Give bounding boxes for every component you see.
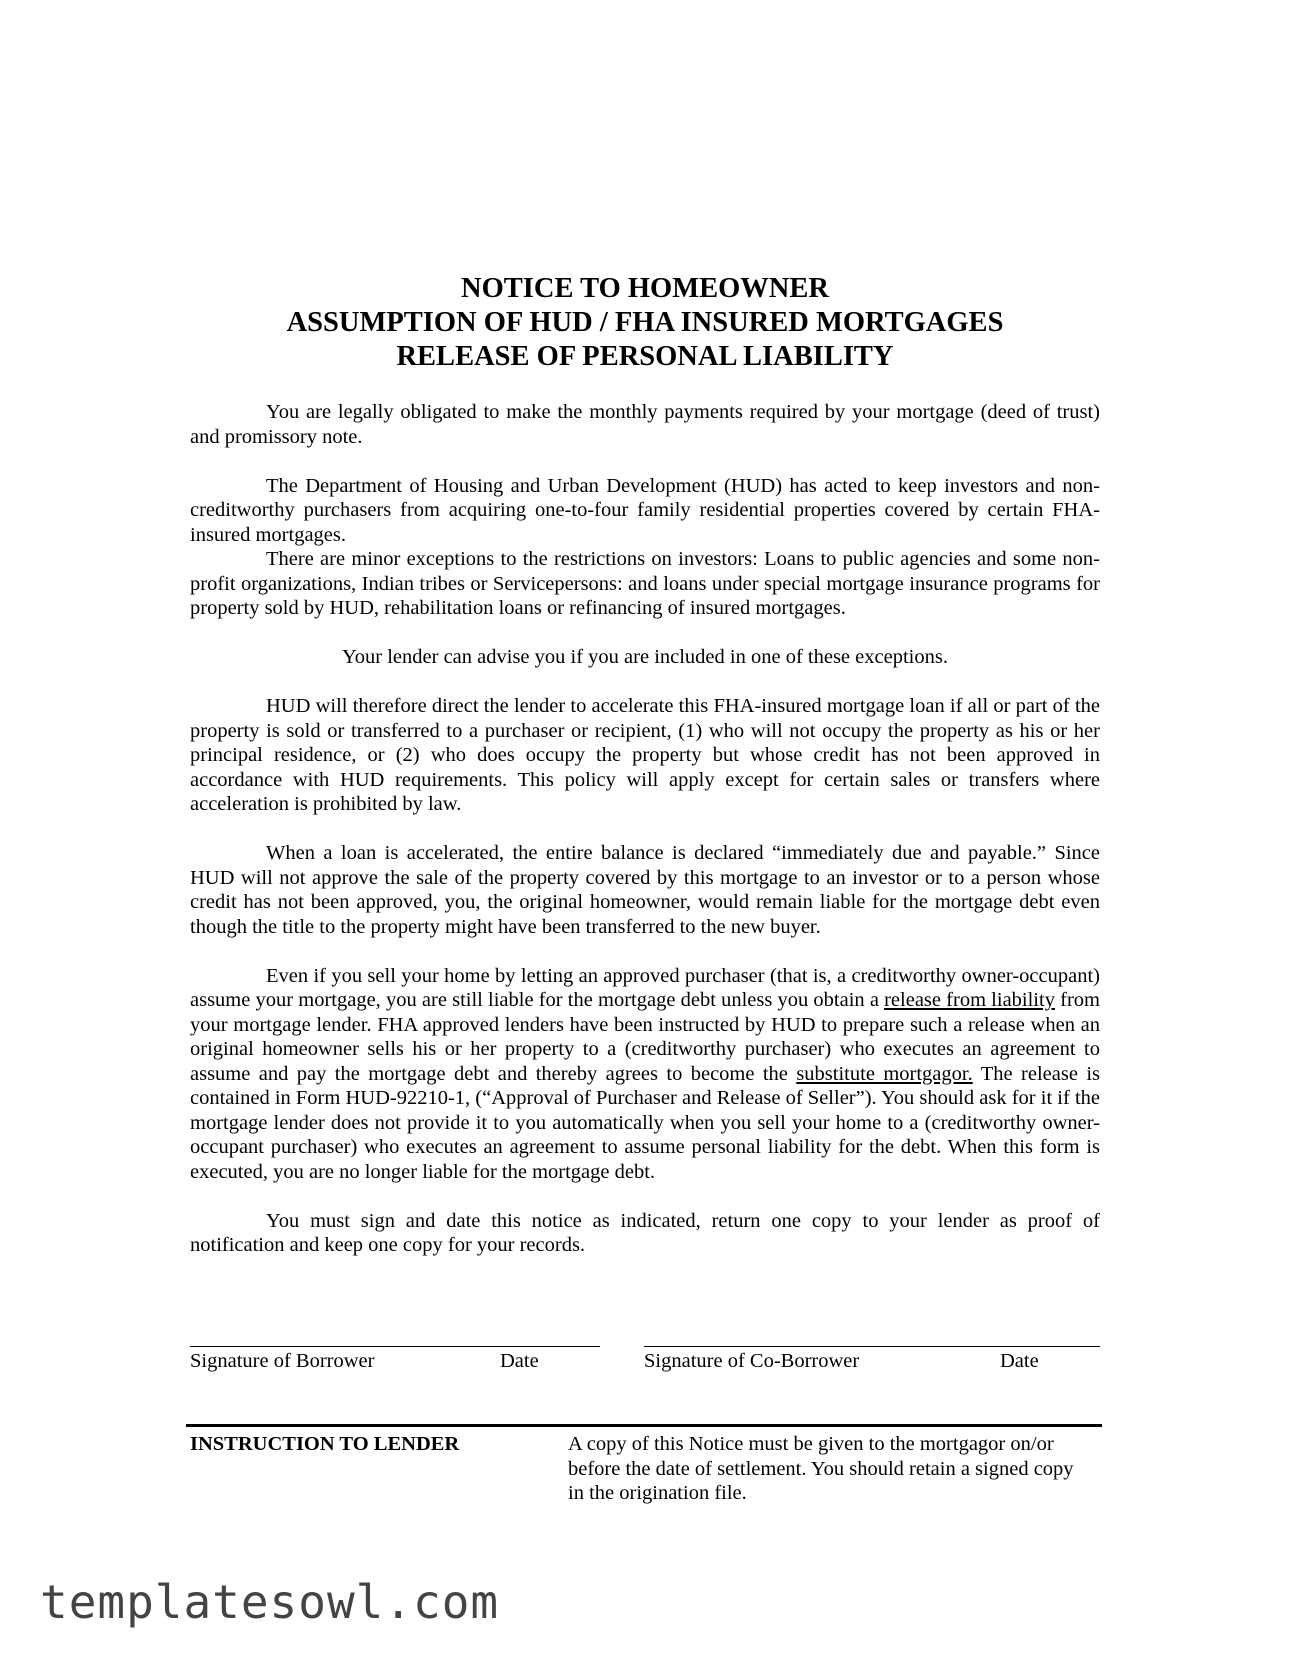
paragraph-sign-instructions: You must sign and date this notice as indicated, return one copy to your lender as proof of notification and keep one copy for your records. bbox=[190, 1209, 1100, 1256]
co-borrower-signature-field[interactable] bbox=[644, 1346, 1100, 1374]
paragraph-hud-restrictions: The Department of Housing and Urban Development (HUD) has acted to keep investors and non-creditworthy purchasers from acquiring one-to-four family residential properties covered by certain FHA-insured mortgages. bbox=[190, 474, 1100, 546]
substitute-mortgagor-term: substitute mortgagor. bbox=[796, 1062, 973, 1085]
notice-body bbox=[190, 272, 1100, 1258]
document-title bbox=[190, 272, 1100, 374]
co-borrower-signature-label: Signature of Co-Borrower bbox=[644, 1350, 860, 1372]
paragraph-lender-advice: Your lender can advise you if you are included in one of these exceptions. bbox=[342, 646, 948, 668]
paragraph-obligation: You are legally obligated to make the monthly payments required by your mortgage (deed of trust) and promissory note. bbox=[190, 401, 1100, 448]
paragraph-release bbox=[190, 964, 1100, 1185]
watermark: templatesowl.com bbox=[40, 1575, 500, 1629]
co-borrower-date-label: Date bbox=[1000, 1350, 1039, 1372]
release-text-c: The release is contained in Form HUD-92210-1, (“Approval of Purchaser and Release of Seller”). You should ask for it if the mortgage lender does not provide it to you automatically when you sell your home to a (creditworthy owner-occupant purchaser) who executes an agreement to assume personal liability for the debt. When this form is executed, you are no longer liable for the mortgage debt. bbox=[190, 1062, 1101, 1183]
release-text-b: from your mortgage lender. FHA approved lenders have been instructed by HUD to prepare such a release when an original homeowner sells his or her property to a (creditworthy purchaser) who executes an agreement to assume and pay the mortgage debt and thereby agrees to become the bbox=[190, 989, 1100, 1085]
instruction-text: A copy of this Notice must be given to the mortgagor on/or before the date of settlement. You should retain a signed copy in the origination file. bbox=[568, 1433, 1074, 1504]
title-line-3: RELEASE OF PERSONAL LIABILITY bbox=[396, 341, 894, 372]
borrower-signature-field[interactable] bbox=[190, 1346, 600, 1374]
borrower-signature-label: Signature of Borrower bbox=[190, 1350, 375, 1372]
release-text-a: Even if you sell your home by letting an approved purchaser (that is, a creditworthy owner-occupant) assume your mortgage, you are still liable for the mortgage debt unless you obtain a bbox=[190, 964, 1100, 1011]
instruction-label: INSTRUCTION TO LENDER bbox=[190, 1433, 460, 1455]
release-from-liability-term: release from liability bbox=[884, 989, 1055, 1011]
title-line-2: ASSUMPTION OF HUD / FHA INSURED MORTGAGES bbox=[286, 307, 1004, 338]
signature-row bbox=[190, 1346, 1100, 1386]
paragraph-acceleration: HUD will therefore direct the lender to accelerate this FHA-insured mortgage loan if all or part of the property is sold or transferred to a purchaser or recipient, (1) who will not occupy the property as his or her principal residence, or (2) who does occupy the property but whose credit has not been approved in accordance with HUD requirements. This policy will apply except for certain sales or transfers where acceleration is prohibited by law. bbox=[190, 695, 1100, 815]
paragraph-exceptions: There are minor exceptions to the restrictions on investors: Loans to public agencies and some non-profit organizations, Indian tribes or Servicepersons: and loans under special mortgage insurance programs for property sold by HUD, rehabilitation loans or refinancing of insured mortgages. bbox=[190, 548, 1100, 619]
borrower-date-label: Date bbox=[500, 1350, 539, 1372]
paragraph-liability: When a loan is accelerated, the entire balance is declared “immediately due and payable.” Since HUD will not approve the sale of the property covered by this mortgage to an investor or to a person whose credit has not been approved, you, the original homeowner, would remain liable for the mortgage debt even though the title to the property might have been transferred to the new buyer. bbox=[190, 842, 1100, 938]
lender-instruction-section bbox=[186, 1424, 1102, 1506]
title-line-1: NOTICE TO HOMEOWNER bbox=[461, 273, 829, 304]
